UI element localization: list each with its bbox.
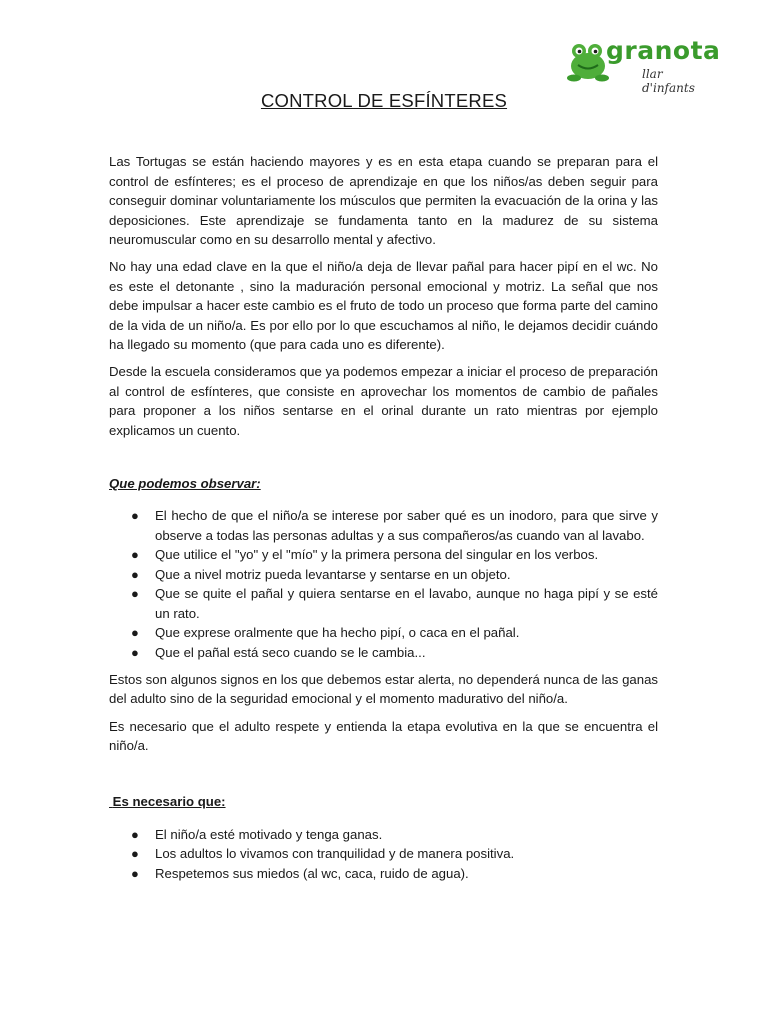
logo bbox=[566, 36, 721, 95]
list-item: ● Que el pañal está seco cuando se le cambia... bbox=[109, 643, 658, 663]
list-item: ● Respetemos sus miedos (al wc, caca, ruido de agua). bbox=[109, 864, 658, 884]
list-item: ● Que exprese oralmente que ha hecho pipí, o caca en el pañal. bbox=[109, 623, 658, 643]
list-item: ● Que se quite el pañal y quiera sentarse en el lavabo, aunque no haga pipí y se esté un rato. bbox=[131, 586, 658, 621]
bullet-icon: ● bbox=[131, 566, 139, 582]
document-body bbox=[109, 152, 658, 883]
bullet-icon: ● bbox=[131, 645, 139, 661]
necessary-list bbox=[109, 825, 658, 884]
page-title: CONTROL DE ESFÍNTERES bbox=[260, 90, 508, 111]
logo-name: granota bbox=[606, 36, 721, 65]
logo-subtitle: llar d'infants bbox=[642, 67, 695, 95]
list-item: ● Que a nivel motriz pueda levantarse y sentarse en un objeto. bbox=[109, 565, 658, 585]
paragraph-intro: Las Tortugas se están haciendo mayores y es en esta etapa cuando se preparan para el control de esfínteres; es el proceso de aprendizaje en que los niños/as deben seguir para conseguir dominar voluntariamente los músculos que permiten la evacuación de la orina y las deposiciones. Este aprendizaje se fundamenta tanto en la madurez de su sistema neuromuscular como en su desarrollo mental y afectivo. bbox=[109, 154, 658, 248]
bullet-icon: ● bbox=[131, 826, 139, 842]
bullet-icon: ● bbox=[131, 586, 139, 602]
bullet-icon: ● bbox=[131, 846, 139, 862]
paragraph-age: No hay una edad clave en la que el niño/a deja de llevar pañal para hacer pipí en el wc. No es este el detonante , sino la maduración personal emocional y motriz. La señal que nos debe impulsar a hacer este cambio es el fruto de todo un proceso que forma parte del camino de la vida de un niño/a. Es por ello por lo que escuchamos al niño, le dejamos decidir cuándo ha llegado su momento (que para cada uno es diferente). bbox=[109, 258, 658, 353]
paragraph-school: Desde la escuela consideramos que ya podemos empezar a iniciar el proceso de preparación al control de esfínteres, que consiste en aprovechar los momentos de cambio de pañales para proponer a los niños sentarse en el orinal durante un rato mientras por ejemplo explicamos un cuento. bbox=[109, 363, 658, 438]
list-item: ● Los adultos lo vivamos con tranquilidad y de manera positiva. bbox=[109, 844, 658, 864]
observe-list bbox=[109, 506, 658, 663]
bullet-icon: ● bbox=[131, 507, 139, 523]
section-heading-necessary: Es necesario que: bbox=[112, 794, 226, 810]
paragraph-signs: Estos son algunos signos en los que debemos estar alerta, no dependerá nunca de las ganas del adulto sino de la seguridad emocional y el momento madurativo del niño/a. bbox=[109, 671, 658, 707]
section-heading-observe: Que podemos observar: bbox=[109, 476, 261, 492]
bullet-icon: ● bbox=[131, 547, 139, 563]
paragraph-respect: Es necesario que el adulto respete y entienda la etapa evolutiva en la que se encuentra el niño/a. bbox=[109, 718, 658, 754]
bullet-icon: ● bbox=[131, 865, 139, 881]
bullet-icon: ● bbox=[131, 625, 139, 641]
list-item: ● El hecho de que el niño/a se interese por saber qué es un inodoro, para que sirve y observe a todas las personas adultas y a sus compañeros/as cuando van al lavabo. bbox=[131, 507, 658, 543]
list-item: ● El niño/a esté motivado y tenga ganas. bbox=[109, 825, 658, 845]
list-item: ● Que utilice el "yo" y el "mío" y la primera persona del singular en los verbos. bbox=[109, 545, 658, 565]
